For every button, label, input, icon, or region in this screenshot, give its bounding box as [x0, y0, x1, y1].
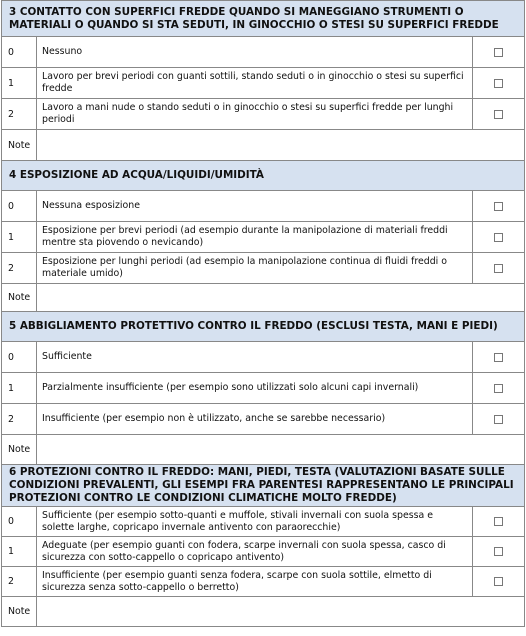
checkbox[interactable]: [494, 110, 503, 119]
option-text: Lavoro per brevi periodi con guanti sottili, stando seduti o in ginocchio o stesi su superfici fredde: [37, 68, 473, 98]
option-row: [1, 99, 525, 130]
option-row: [1, 191, 525, 222]
checkbox[interactable]: [494, 202, 503, 211]
checkbox[interactable]: [494, 384, 503, 393]
option-checkbox-cell: [473, 567, 524, 596]
section-title: 3 CONTATTO CON SUPERFICI FREDDE QUANDO SI MANEGGIANO STRUMENTI O MATERIALI O QUANDO SI STA SEDUTI, IN GINOCCHIO O STESI SU SUPERFICI FREDDE: [9, 5, 499, 31]
note-label: Note: [2, 435, 37, 464]
option-checkbox-cell: [473, 191, 524, 221]
option-code: 1: [2, 373, 37, 403]
section-title: 5 ABBIGLIAMENTO PROTETTIVO CONTRO IL FREDDO (ESCLUSI TESTA, MANI E PIEDI): [9, 320, 498, 333]
option-row: [1, 342, 525, 373]
option-code: 0: [2, 37, 37, 67]
note-field[interactable]: [37, 284, 524, 311]
option-text: Esposizione per lunghi periodi (ad esempio la manipolazione continua di fluidi freddi o materiale umido): [37, 253, 473, 283]
option-text: Insufficiente (per esempio guanti senza fodera, scarpe con suola sottile, elmetto di sicurezza senza sotto-cappello o berretto): [37, 567, 473, 596]
section-title: 4 ESPOSIZIONE AD ACQUA/LIQUIDI/UMIDITÀ: [9, 169, 264, 182]
option-checkbox-cell: [473, 37, 524, 67]
option-code: 0: [2, 342, 37, 372]
option-code: 2: [2, 567, 37, 596]
option-checkbox-cell: [473, 253, 524, 283]
option-row: [1, 37, 525, 68]
option-code: 2: [2, 404, 37, 434]
option-row: [1, 404, 525, 435]
option-text: Nessuna esposizione: [37, 191, 473, 221]
option-code: 1: [2, 68, 37, 98]
option-row: [1, 253, 525, 284]
note-row: [1, 435, 525, 465]
section-title: 6 PROTEZIONI CONTRO IL FREDDO: MANI, PIEDI, TESTA (VALUTAZIONI BASATE SULLE CONDIZIONI PREVALENTI, GLI ESEMPI FRA PARENTESI RAPPRESENTANO LE PRINCIPALI PROTEZIONI CONTRO LE CONDIZIONI CLIMATICHE MOLTO FREDDE): [9, 466, 514, 504]
section-5-header: [1, 312, 525, 342]
option-code: 1: [2, 537, 37, 566]
note-row: [1, 284, 525, 312]
option-code: 0: [2, 191, 37, 221]
option-text: Insufficiente (per esempio non è utilizzato, anche se sarebbe necessario): [37, 404, 473, 434]
option-row: [1, 537, 525, 567]
note-field[interactable]: [37, 597, 524, 626]
option-checkbox-cell: [473, 507, 524, 536]
option-code: 2: [2, 99, 37, 129]
option-row: [1, 373, 525, 404]
checkbox[interactable]: [494, 264, 503, 273]
section-4-header: [1, 161, 525, 191]
note-label: Note: [2, 130, 37, 160]
note-label: Note: [2, 284, 37, 311]
option-checkbox-cell: [473, 99, 524, 129]
option-checkbox-cell: [473, 342, 524, 372]
note-field[interactable]: [37, 435, 524, 464]
checkbox[interactable]: [494, 415, 503, 424]
option-checkbox-cell: [473, 537, 524, 566]
checkbox[interactable]: [494, 517, 503, 526]
checkbox[interactable]: [494, 353, 503, 362]
option-text: Lavoro a mani nude o stando seduti o in ginocchio o stesi su superfici fredde per lunghi periodi: [37, 99, 473, 129]
assessment-form: [1, 0, 525, 627]
option-code: 0: [2, 507, 37, 536]
option-text: Sufficiente (per esempio sotto-quanti e muffole, stivali invernali con suola spessa e solette larghe, copricapo invernale antivento con paraorecchie): [37, 507, 473, 536]
option-text: Sufficiente: [37, 342, 473, 372]
option-code: 2: [2, 253, 37, 283]
checkbox[interactable]: [494, 48, 503, 57]
checkbox[interactable]: [494, 547, 503, 556]
option-checkbox-cell: [473, 222, 524, 252]
option-text: Esposizione per brevi periodi (ad esempio durante la manipolazione di materiali freddi mentre sta piovendo o nevicando): [37, 222, 473, 252]
option-text: Parzialmente insufficiente (per esempio sono utilizzati solo alcuni capi invernali): [37, 373, 473, 403]
option-row: [1, 507, 525, 537]
note-field[interactable]: [37, 130, 524, 160]
checkbox[interactable]: [494, 577, 503, 586]
note-row: [1, 597, 525, 627]
option-text: Adeguate (per esempio guanti con fodera, scarpe invernali con suola spessa, casco di sicurezza con sotto-cappello o copricapo antivento): [37, 537, 473, 566]
section-3-header: [1, 1, 525, 37]
option-code: 1: [2, 222, 37, 252]
option-row: [1, 68, 525, 99]
note-row: [1, 130, 525, 161]
option-text: Nessuno: [37, 37, 473, 67]
checkbox[interactable]: [494, 233, 503, 242]
note-label: Note: [2, 597, 37, 626]
option-row: [1, 567, 525, 597]
option-checkbox-cell: [473, 68, 524, 98]
option-row: [1, 222, 525, 253]
option-checkbox-cell: [473, 404, 524, 434]
section-6-header: [1, 465, 525, 507]
option-checkbox-cell: [473, 373, 524, 403]
checkbox[interactable]: [494, 79, 503, 88]
